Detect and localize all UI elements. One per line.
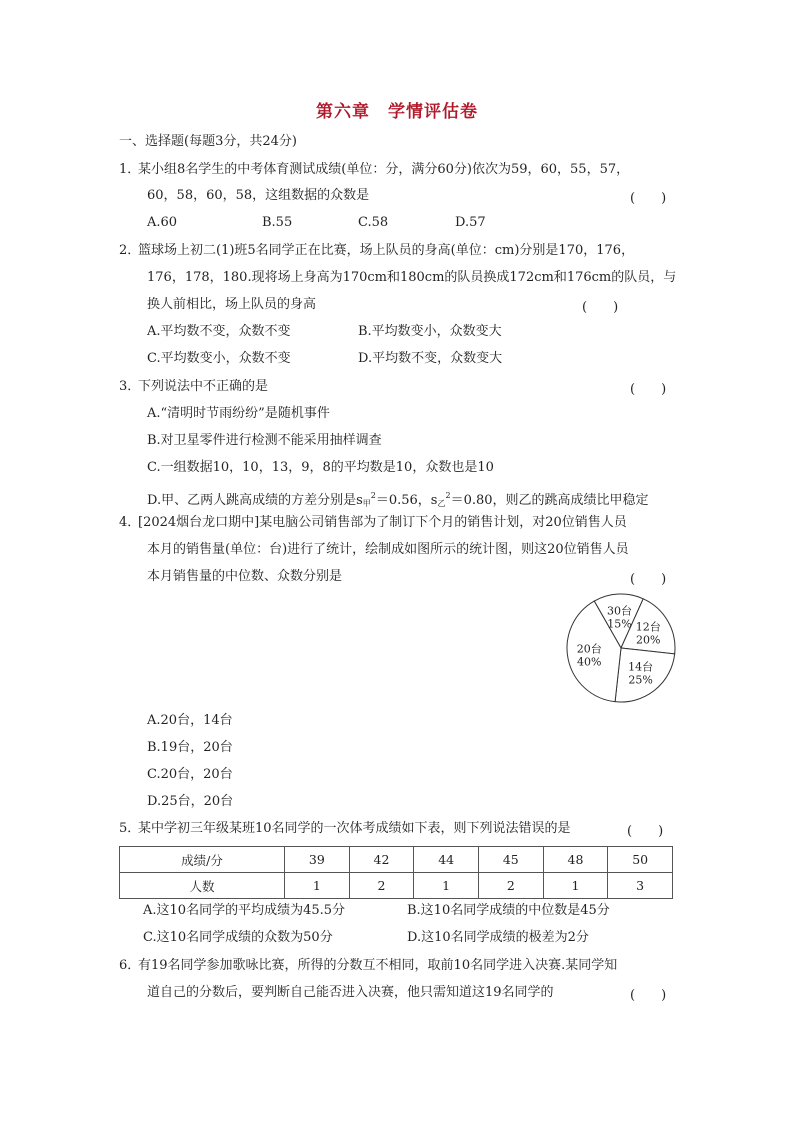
option-b: B.55 [262, 215, 293, 230]
question-text: 176，178，180.现将场上身高为170cm和180cm的队员换成172cm和176cm的队员，与 [147, 270, 677, 285]
superscript: 2 [445, 491, 451, 500]
section-heading: 一、选择题(每题3分，共24分) [119, 134, 297, 149]
option-a: A.60 [147, 215, 178, 230]
question-text: 60，58，60，58，这组数据的众数是 [147, 188, 370, 203]
table-cell: 50 [608, 847, 673, 873]
answer-blank: ( ) [630, 191, 667, 206]
table-cell: 1 [285, 873, 350, 899]
question-text: 道自己的分数后，要判断自己能否进入决赛，他只需知道这19名同学的 [147, 985, 554, 1000]
question-text: 篮球场上初二(1)班5名同学正在比赛，场上队员的身高(单位：cm)分别是170，176， [138, 243, 635, 258]
question-text: 本月销售量的中位数、众数分别是 [147, 569, 343, 584]
question-text: 有19名同学参加歌咏比赛，所得的分数互不相同，取前10名同学进入决赛.某同学知 [138, 958, 618, 973]
table-cell: 48 [543, 847, 608, 873]
slice-percent-label: 40% [577, 655, 602, 669]
table-cell: 1 [543, 873, 608, 899]
table-row [120, 847, 673, 873]
question-number: 3． [119, 379, 141, 394]
option-text: D.甲、乙两人跳高成绩的方差分别是s [147, 493, 363, 508]
option-d: D.这10名同学成绩的极差为2分 [407, 930, 589, 945]
option-a: A.20台，14台 [147, 713, 233, 728]
question-number: 5． [119, 821, 141, 836]
option-c: C.58 [358, 215, 389, 230]
option-c: C.一组数据10，10，13，9，8的平均数是10，众数也是10 [147, 460, 494, 475]
slice-percent-label: 15% [607, 617, 632, 631]
answer-blank: ( ) [582, 300, 619, 315]
slice-percent-label: 20% [635, 633, 661, 647]
table-cell: 2 [349, 873, 414, 899]
subscript: 乙 [437, 499, 446, 508]
option-d [147, 487, 649, 513]
slice-label: 12台 [635, 620, 661, 634]
subscript: 甲 [362, 499, 371, 508]
superscript: 2 [370, 491, 376, 500]
slice-label: 30台 [607, 604, 633, 618]
table-cell: 45 [478, 847, 543, 873]
slice-label: 20台 [576, 642, 602, 656]
option-d: D.平均数不变，众数变大 [358, 351, 503, 366]
table-header-cell: 人数 [120, 873, 285, 899]
question-text: [2024烟台龙口期中]某电脑公司销售部为了制订下个月的销售计划，对20位销售人员 [138, 515, 627, 530]
option-a: A.平均数不变，众数不变 [147, 324, 291, 339]
table-row [120, 873, 673, 899]
score-table [119, 846, 673, 899]
option-b: B.平均数变小，众数变大 [358, 324, 502, 339]
answer-blank: ( ) [630, 988, 667, 1003]
question-text: 本月的销售量(单位：台)进行了统计，绘制成如图所示的统计图，则这20位销售人员 [147, 542, 629, 557]
option-c: C.这10名同学成绩的众数为50分 [143, 930, 333, 945]
answer-blank: ( ) [630, 572, 667, 587]
option-d: D.25台，20台 [147, 794, 234, 809]
option-b: B.19台，20台 [147, 740, 233, 755]
option-text: ＝0.80，则乙的跳高成绩比甲稳定 [450, 493, 649, 508]
option-b: B.对卫星零件进行检测不能采用抽样调查 [147, 433, 382, 448]
option-c: C.20台，20台 [147, 767, 233, 782]
table-cell: 42 [349, 847, 414, 873]
slice-percent-label: 25% [628, 673, 653, 687]
page-title: 第六章 学情评估卷 [316, 102, 478, 122]
slice-label: 14台 [628, 660, 654, 674]
option-d: D.57 [455, 215, 486, 230]
question-text: 换人前相比，场上队员的身高 [147, 297, 317, 312]
table-cell: 3 [608, 873, 673, 899]
question-number: 1． [119, 162, 141, 177]
table-header-cell: 成绩/分 [120, 847, 285, 873]
question-text: 某中学初三年级某班10名同学的一次体考成绩如下表，则下列说法错误的是 [138, 821, 571, 836]
question-number: 6． [119, 958, 141, 973]
answer-blank: ( ) [627, 824, 664, 839]
table-cell: 39 [285, 847, 350, 873]
table-cell: 1 [414, 873, 479, 899]
option-c: C.平均数变小，众数不变 [147, 351, 291, 366]
option-a: A.“清明时节雨纷纷”是随机事件 [147, 406, 330, 421]
question-text: 某小组8名学生的中考体育测试成绩(单位：分，满分60分)依次为59，60，55，57， [138, 162, 630, 177]
question-number: 4． [119, 515, 141, 530]
question-number: 2． [119, 243, 141, 258]
question-text: 下列说法中不正确的是 [138, 379, 269, 394]
option-b: B.这10名同学成绩的中位数是45分 [407, 903, 610, 918]
table-cell: 44 [414, 847, 479, 873]
option-text: ＝0.56，s [375, 493, 438, 508]
pie-chart [565, 592, 677, 704]
table-cell: 2 [478, 873, 543, 899]
answer-blank: ( ) [630, 382, 667, 397]
option-a: A.这10名同学的平均成绩为45.5分 [143, 903, 346, 918]
